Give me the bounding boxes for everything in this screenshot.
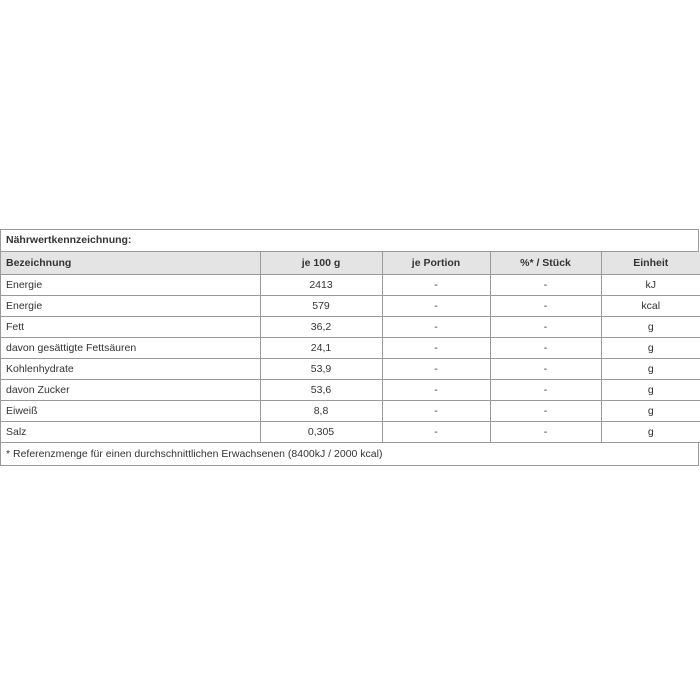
table-header-row <box>1 252 700 274</box>
cell-percent-per-piece: - <box>490 274 601 295</box>
cell-percent-per-piece: - <box>490 400 601 421</box>
cell-name: Energie <box>1 295 260 316</box>
table-caption: Nährwertkennzeichnung: <box>1 230 698 252</box>
header-unit: Einheit <box>601 252 700 274</box>
cell-percent-per-piece: - <box>490 421 601 442</box>
table-row <box>1 337 700 358</box>
header-percent-per-piece: %* / Stück <box>490 252 601 274</box>
table-row <box>1 316 700 337</box>
cell-per-portion: - <box>382 316 490 337</box>
cell-per-portion: - <box>382 421 490 442</box>
cell-percent-per-piece: - <box>490 316 601 337</box>
cell-unit: g <box>601 358 700 379</box>
table-row <box>1 358 700 379</box>
cell-unit: g <box>601 379 700 400</box>
cell-per-portion: - <box>382 295 490 316</box>
cell-name: Salz <box>1 421 260 442</box>
table-row <box>1 274 700 295</box>
footnote: * Referenzmenge für einen durchschnittlichen Erwachsenen (8400kJ / 2000 kcal) <box>1 443 698 465</box>
cell-percent-per-piece: - <box>490 337 601 358</box>
cell-per-100g: 24,1 <box>260 337 382 358</box>
cell-unit: g <box>601 421 700 442</box>
cell-unit: g <box>601 316 700 337</box>
header-name: Bezeichnung <box>1 252 260 274</box>
cell-per-portion: - <box>382 274 490 295</box>
header-per-100g: je 100 g <box>260 252 382 274</box>
cell-per-100g: 8,8 <box>260 400 382 421</box>
table-row <box>1 295 700 316</box>
table-row <box>1 400 700 421</box>
cell-unit: g <box>601 400 700 421</box>
table-body <box>1 274 700 442</box>
table-row <box>1 379 700 400</box>
cell-per-portion: - <box>382 400 490 421</box>
cell-per-100g: 53,9 <box>260 358 382 379</box>
cell-per-portion: - <box>382 337 490 358</box>
cell-name: davon Zucker <box>1 379 260 400</box>
table-row <box>1 421 700 442</box>
nutrition-table <box>1 252 700 443</box>
cell-per-100g: 36,2 <box>260 316 382 337</box>
cell-name: Eiweiß <box>1 400 260 421</box>
cell-unit: kJ <box>601 274 700 295</box>
nutrition-table-container <box>0 229 699 466</box>
cell-per-100g: 579 <box>260 295 382 316</box>
cell-unit: kcal <box>601 295 700 316</box>
cell-unit: g <box>601 337 700 358</box>
cell-name: Energie <box>1 274 260 295</box>
cell-percent-per-piece: - <box>490 295 601 316</box>
cell-name: Fett <box>1 316 260 337</box>
cell-per-100g: 53,6 <box>260 379 382 400</box>
cell-per-100g: 0,305 <box>260 421 382 442</box>
cell-percent-per-piece: - <box>490 379 601 400</box>
cell-name: Kohlenhydrate <box>1 358 260 379</box>
cell-per-portion: - <box>382 358 490 379</box>
cell-name: davon gesättigte Fettsäuren <box>1 337 260 358</box>
cell-percent-per-piece: - <box>490 358 601 379</box>
header-per-portion: je Portion <box>382 252 490 274</box>
cell-per-portion: - <box>382 379 490 400</box>
cell-per-100g: 2413 <box>260 274 382 295</box>
